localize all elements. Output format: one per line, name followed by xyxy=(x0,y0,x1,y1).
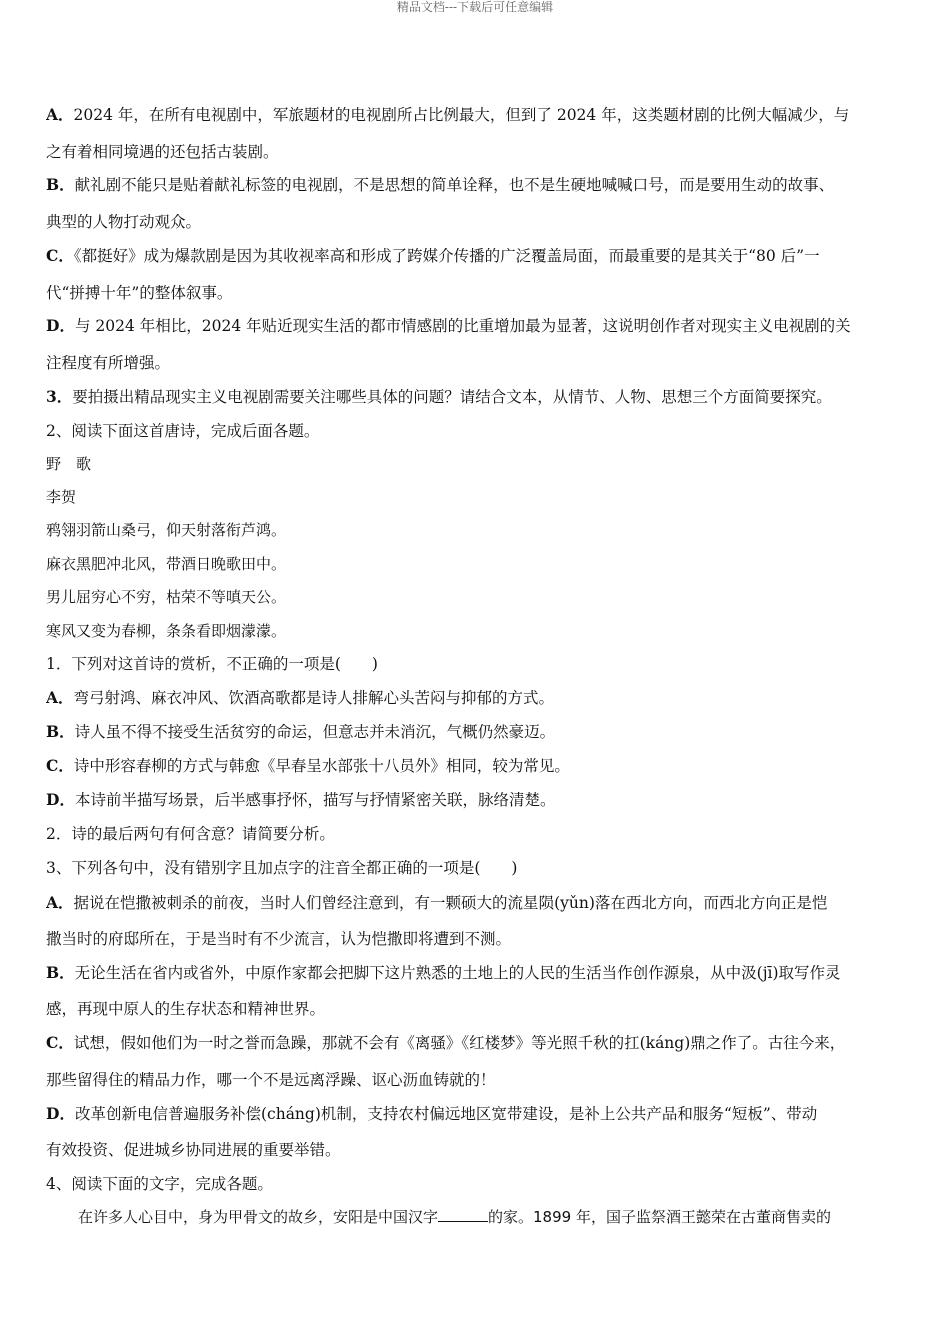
option-d-line-1: D．与 2024 年相比，2024 年贴近现实生活的都市情感剧的比重增加最为显著，这说明创作者对现实主义电视剧的关 xyxy=(46,316,851,335)
option-b-line-1: B．献礼剧不能只是贴着献礼标签的电视剧，不是思想的简单诠释，也不是生硬地喊喊口号，而是要用生动的故事、 xyxy=(46,175,835,194)
q4-passage: 在许多人心目中，身为甲骨文的故乡，安阳是中国汉字 的家。1899 年，国子监祭酒王懿荣在古董商售卖的 xyxy=(78,1208,831,1226)
poem-verse-3: 男儿屈穷心不穷，枯荣不等嗔天公。 xyxy=(46,588,287,606)
q3-option-d-line-1: D．改革创新电信普遍服务补偿(cháng)机制，支持农村偏远地区宽带建设，是补上公共产品和服务“短板”、带动 xyxy=(46,1104,818,1123)
q1-option-d: D．本诗前半描写场景，后半感事抒怀，描写与抒情紧密关联，脉络清楚。 xyxy=(46,790,556,809)
dotted-char: 汲 xyxy=(741,964,757,982)
option-c-line-1: C．《都挺好》成为爆款剧是因为其收视率高和形成了跨媒介传播的广泛覆盖局面，而最重要的是其关于“80 后”一 xyxy=(46,246,820,265)
q1-option-c: C．诗中形容春柳的方式与韩愈《早春呈水部张十八员外》相同，较为常见。 xyxy=(46,756,570,775)
dotted-char: 扛 xyxy=(624,1034,640,1052)
q1-option-a: A．弯弓射鸿、麻衣冲风、饮酒高歌都是诗人排解心头苦闷与抑郁的方式。 xyxy=(46,688,555,707)
q4-stem: 4、阅读下面的文字，完成各题。 xyxy=(46,1175,273,1193)
q3-option-a-line-1: A．据说在恺撒被刺杀的前夜，当时人们曾经注意到，有一颗硕大的流星陨(yǔn)落在西北方向，而西北方向正是恺 xyxy=(46,893,828,912)
option-b-line-2: 典型的人物打动观众。 xyxy=(46,213,202,231)
section-2-heading: 2、阅读下面这首唐诗，完成后面各题。 xyxy=(46,422,320,440)
q2-stem: 2．诗的最后两句有何含意？请简要分析。 xyxy=(46,825,335,843)
question-3-line: 3．要拍摄出精品现实主义电视剧需要关注哪些具体的问题？请结合文本，从情节、人物、思想三个方面简要探究。 xyxy=(46,387,832,406)
q3-option-d-line-2: 有效投资、促进城乡协同进展的重要举错。 xyxy=(46,1141,341,1159)
option-a-line-2: 之有着相同境遇的还包括古装剧。 xyxy=(46,143,279,161)
q3-option-b-line-1: B．无论生活在省内或省外，中原作家都会把脚下这片熟悉的土地上的人民的生活当作创作源泉，从中汲(jī)取写作灵 xyxy=(46,963,841,982)
q3-option-b-line-2: 感，再现中原人的生存状态和精神世界。 xyxy=(46,1000,326,1018)
q3-stem: 3、下列各句中，没有错别字且加点字的注音全都正确的一项是( ) xyxy=(46,859,518,877)
page-header: 精品文档---下载后可任意编辑 xyxy=(396,0,554,14)
q3-option-c-line-2: 那些留得住的精品力作，哪一个不是远离浮躁、讴心沥血铸就的！ xyxy=(46,1071,496,1089)
option-a-line-1: A．2024 年，在所有电视剧中，军旅题材的电视剧所占比例最大，但到了 2024 年，这类题材剧的比例大幅减少，与 xyxy=(46,105,850,124)
option-d-line-2: 注程度有所增强。 xyxy=(46,354,171,372)
q3-option-a-line-2: 撒当时的府邸所在，于是当时有不少流言，认为恺撒即将遭到不测。 xyxy=(46,930,512,948)
option-c-line-2: 代“拼搏十年”的整体叙事。 xyxy=(46,284,233,302)
poem-title: 野 歌 xyxy=(46,455,92,473)
poem-author: 李贺 xyxy=(46,488,77,506)
poem-verse-2: 麻衣黑肥冲北风，带酒日晚歌田中。 xyxy=(46,555,287,573)
q1-stem: 1．下列对这首诗的赏析，不正确的一项是( ) xyxy=(46,655,378,673)
q1-option-b: B．诗人虽不得不接受生活贫穷的命运，但意志并未消沉，气概仍然豪迈。 xyxy=(46,722,556,741)
dotted-char: 偿 xyxy=(245,1105,261,1123)
poem-verse-1: 鸦翎羽箭山桑弓，仰天射落衔芦鸿。 xyxy=(46,521,287,539)
dotted-char: 陨 xyxy=(538,894,555,912)
fill-blank xyxy=(438,1207,488,1222)
poem-verse-4: 寒风又变为春柳，条条看即烟濛濛。 xyxy=(46,622,287,640)
q3-option-c-line-1: C．试想，假如他们为一时之誉而急躁，那就不会有《离骚》《红楼梦》等光照千秋的扛(káng)鼎之作了。古往今来， xyxy=(46,1033,846,1052)
